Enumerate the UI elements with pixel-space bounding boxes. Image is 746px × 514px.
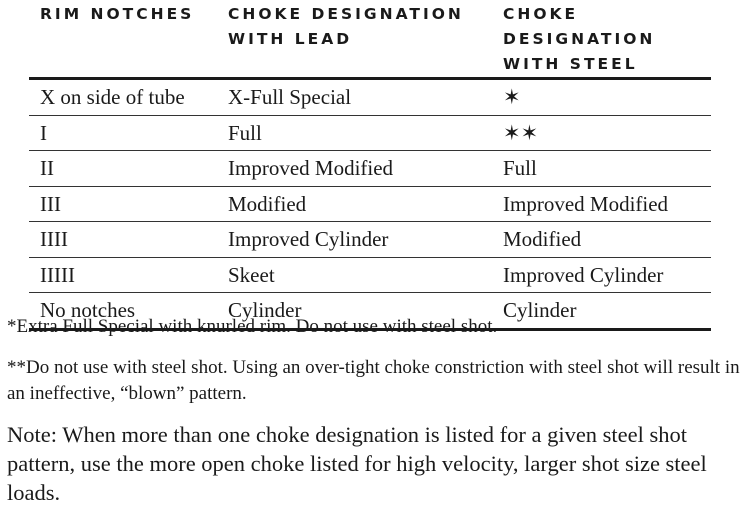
lead-choke-cell: Skeet bbox=[217, 257, 492, 293]
rim-notches-cell: I bbox=[29, 115, 217, 151]
header-choke-with-steel bbox=[492, 0, 711, 79]
steel-choke-cell: Cylinder bbox=[492, 293, 711, 330]
table-body bbox=[29, 79, 711, 330]
header-choke-with-lead bbox=[217, 0, 492, 79]
rim-notches-cell: III bbox=[29, 186, 217, 222]
lead-choke-cell: Full bbox=[217, 115, 492, 151]
rim-notches-cell: IIIII bbox=[29, 257, 217, 293]
rim-notches-cell: X on side of tube bbox=[29, 79, 217, 116]
table-header bbox=[29, 0, 711, 79]
lead-choke-cell: Improved Modified bbox=[217, 151, 492, 187]
steel-choke-cell: Improved Cylinder bbox=[492, 257, 711, 293]
lead-choke-cell: X-Full Special bbox=[217, 79, 492, 116]
choke-table-container bbox=[29, 0, 711, 331]
table-row bbox=[29, 115, 711, 151]
header-rim-notches bbox=[29, 0, 217, 79]
steel-choke-cell: ✶✶ bbox=[492, 115, 711, 151]
footnote-single-asterisk: *Extra Full Special with knurled rim. Do not use with steel shot. bbox=[7, 316, 498, 337]
table-row bbox=[29, 151, 711, 187]
note-paragraph: Note: When more than one choke designation is listed for a given steel shot pattern, use the more open choke listed for high velocity, larger shot size steel loads. bbox=[7, 422, 707, 505]
steel-choke-cell: ✶ bbox=[492, 79, 711, 116]
header-row bbox=[29, 0, 711, 79]
steel-choke-cell: Modified bbox=[492, 222, 711, 258]
lead-choke-cell: Cylinder bbox=[217, 293, 492, 330]
rim-notches-cell: No notches bbox=[29, 293, 217, 330]
table-row bbox=[29, 186, 711, 222]
header-line: RIM NOTCHES bbox=[40, 5, 195, 23]
lead-choke-cell: Improved Cylinder bbox=[217, 222, 492, 258]
footnote-double-asterisk: **Do not use with steel shot. Using an over-tight choke constriction with steel shot will result in an ineffective, “blown” pattern. bbox=[7, 357, 740, 404]
choke-table bbox=[29, 0, 711, 331]
table-row bbox=[29, 257, 711, 293]
steel-choke-cell: Full bbox=[492, 151, 711, 187]
table-row bbox=[29, 79, 711, 116]
table-row bbox=[29, 222, 711, 258]
header-line: WITH LEAD bbox=[228, 30, 353, 48]
header-line: CHOKE DESIGNATION bbox=[503, 5, 656, 48]
header-line: WITH STEEL bbox=[503, 55, 638, 73]
lead-choke-cell: Modified bbox=[217, 186, 492, 222]
header-line: CHOKE DESIGNATION bbox=[228, 5, 464, 23]
rim-notches-cell: IIII bbox=[29, 222, 217, 258]
rim-notches-cell: II bbox=[29, 151, 217, 187]
steel-choke-cell: Improved Modified bbox=[492, 186, 711, 222]
